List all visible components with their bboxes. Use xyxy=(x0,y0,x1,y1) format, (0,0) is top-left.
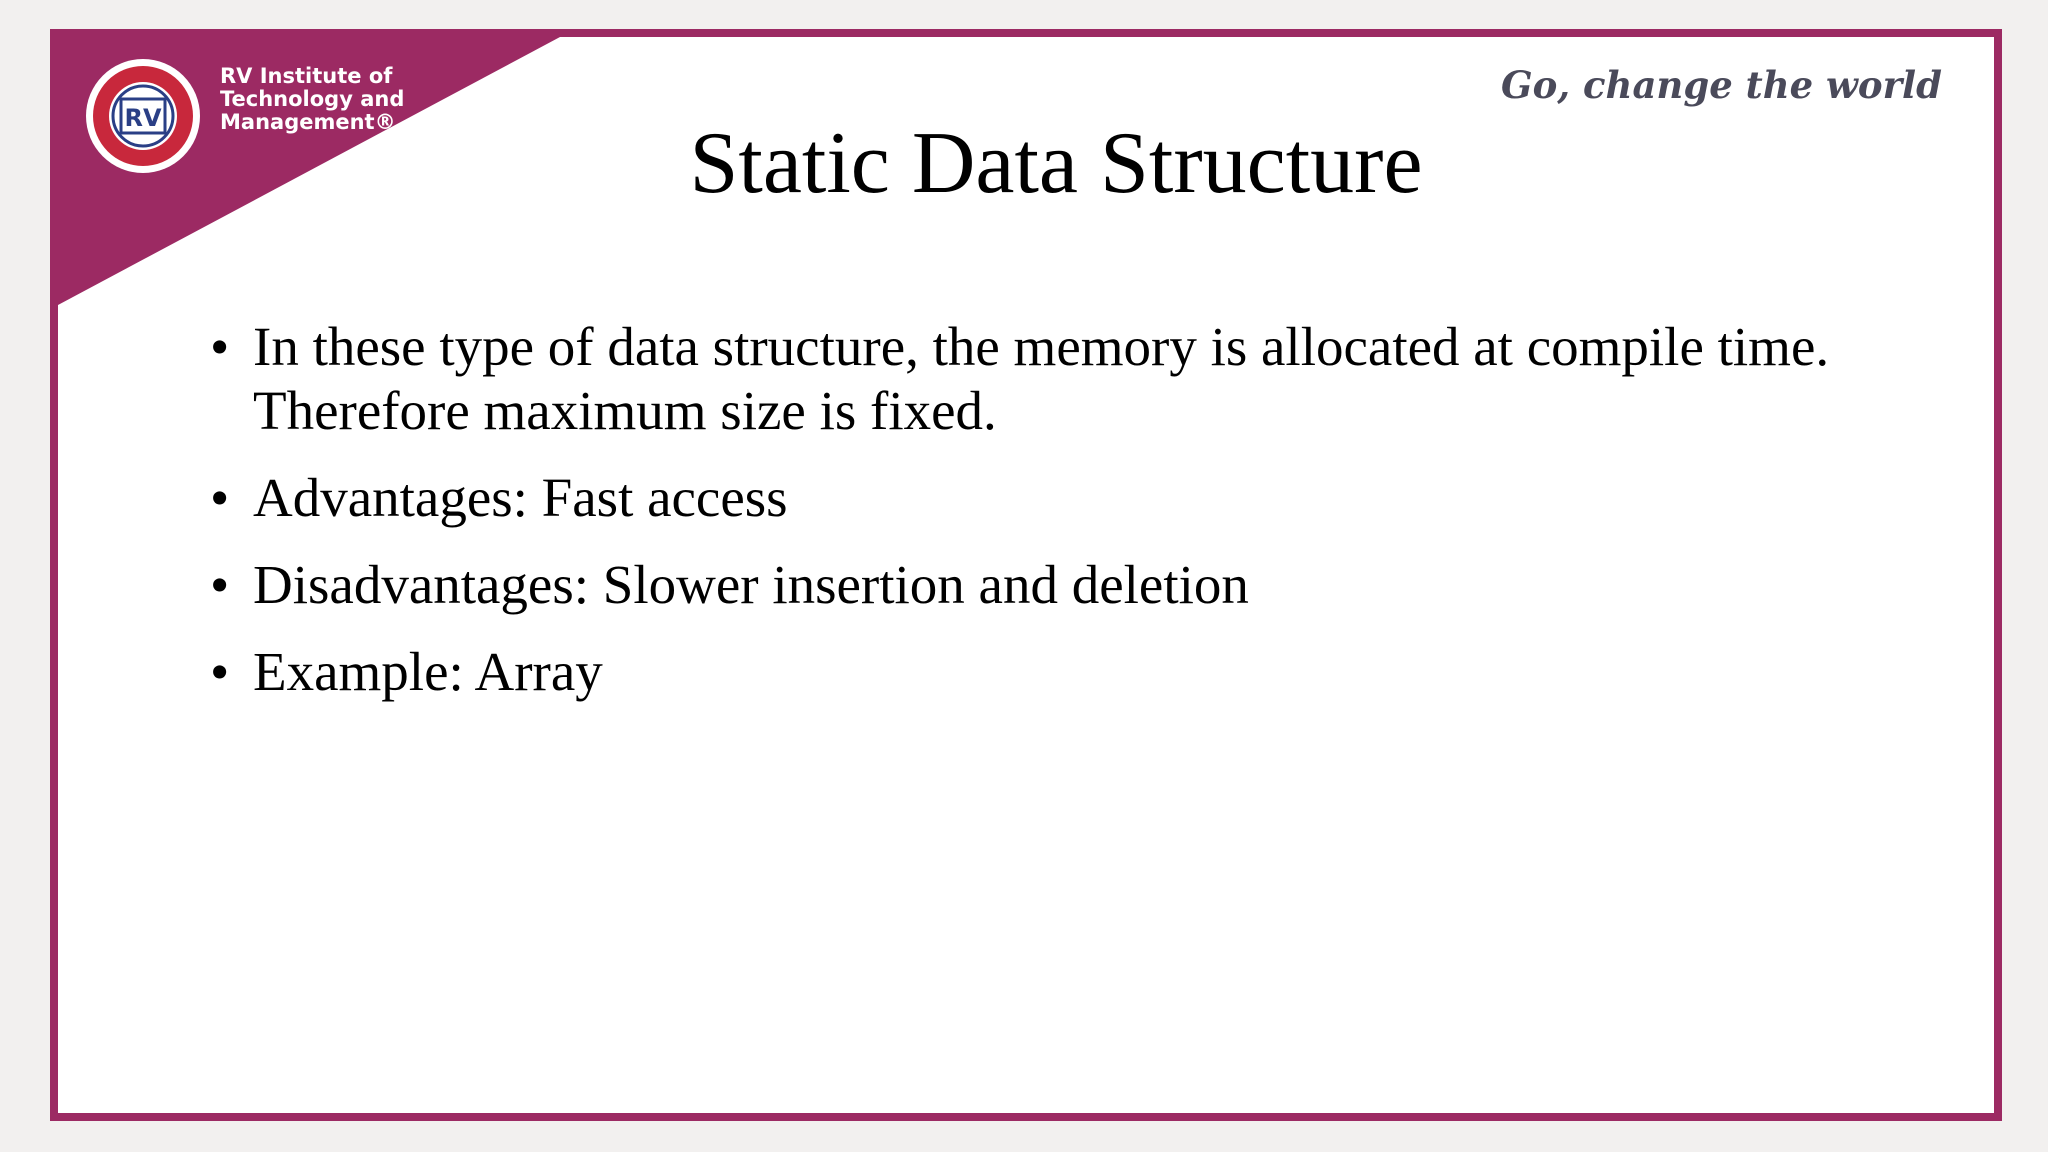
bullet-dot-icon: • xyxy=(210,641,230,702)
slide xyxy=(50,29,2002,1121)
bullet-item xyxy=(158,553,1878,617)
bullet-text: Advantages: Fast access xyxy=(253,467,788,528)
bullet-text: In these type of data structure, the memory is allocated at compile time. Therefore maximum size is fixed. xyxy=(253,316,1830,441)
bullet-item xyxy=(158,466,1878,530)
bullet-dot-icon: • xyxy=(210,554,230,615)
institute-name-line-3: Management® xyxy=(220,110,396,134)
institute-name-line-1: RV Institute of xyxy=(220,64,393,88)
institute-name-line-2: Technology and xyxy=(220,87,405,111)
bullet-dot-icon: • xyxy=(210,467,230,528)
bullet-dot-icon: • xyxy=(210,316,230,377)
seal-letters: RV xyxy=(124,104,162,132)
bullet-item xyxy=(158,315,1878,443)
bullet-item xyxy=(158,640,1878,704)
bullet-list xyxy=(158,315,1878,727)
bullet-text: Disadvantages: Slower insertion and deletion xyxy=(253,554,1249,615)
bullet-text: Example: Array xyxy=(253,641,603,702)
slide-title: Static Data Structure xyxy=(689,115,1423,212)
tagline: Go, change the world xyxy=(1500,63,1942,107)
